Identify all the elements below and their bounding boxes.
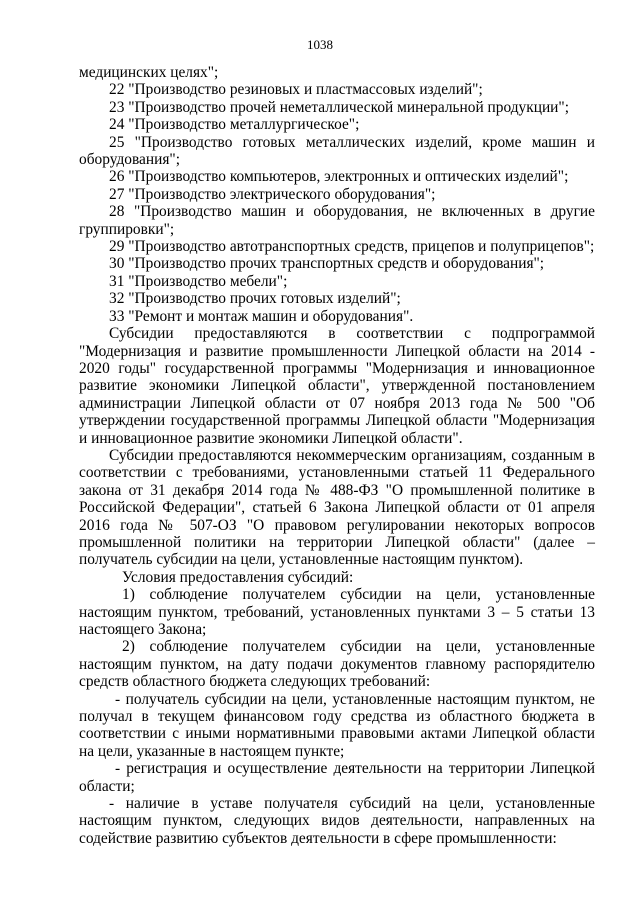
document-body <box>79 64 595 847</box>
list-item-24: 24 "Производство металлургическое"; <box>109 116 360 134</box>
requirement-no-other-funding: - получатель субсидии на цели, установленные настоящим пунктом, не получал в текущем финансовом году средства из областного бюджета в соответствии с иными нормативными правовыми актами Липецкой области на цели, указанные в настоящем пункте; <box>79 690 595 760</box>
paragraph-subsidy-recipients: Субсидии предоставляются некоммерческим организациям, созданным в соответствии с требованиями, установленными статьей 11 Федерального закона от 31 декабря 2014 года № 488-ФЗ "О промышленной политике в Российской Федерации", статьей 6 Закона Липецкой области от 01 апреля 2016 года № 507-ОЗ "О правовом регулировании некоторых вопросов промышленной политики на территории Липецкой области" (далее – получатель субсидии на цели, установленные настоящим пунктом). <box>79 446 595 569</box>
list-item-30: 30 "Производство прочих транспортных средств и оборудования"; <box>109 255 545 273</box>
list-item-25: 25 "Производство готовых металлических изделий, кроме машин и оборудования"; <box>79 133 595 169</box>
list-item-33: 33 "Ремонт и монтаж машин и оборудования". <box>109 307 414 325</box>
list-item-22: 22 "Производство резиновых и пластмассовых изделий"; <box>109 81 483 99</box>
list-item-32: 32 "Производство прочих готовых изделий"; <box>109 290 401 308</box>
paragraph-subsidy-program: Субсидии предоставляются в соответствии с подпрограммой "Модернизация и развитие промышленности Липецкой области на 2014 - 2020 годы" государственной программы "Модернизация и инновационное развитие экономики Липецкой области", утвержденной постановлением администрации Липецкой области от 07 ноября 2013 года № 500 "Об утверждении государственной программы Липецкой области "Модернизация и инновационное развитие экономики Липецкой области". <box>79 325 595 447</box>
requirement-charter-activities: - наличие в уставе получателя субсидий на цели, установленные настоящим пунктом, следующих видов деятельности, направленных на содействие развитию субъектов деятельности в сфере промышленности: <box>79 795 595 847</box>
list-item-27: 27 "Производство электрического оборудования"; <box>109 185 436 203</box>
requirement-registration: - регистрация и осуществление деятельности на территории Липецкой области; <box>79 760 595 795</box>
condition-2: 2) соблюдение получателем субсидии на цели, установленные настоящим пунктом, на дату подачи документов главному распорядителю средств областного бюджета следующих требований: <box>79 638 595 691</box>
paragraph-conditions-heading: Условия предоставления субсидий: <box>122 568 354 586</box>
page-number: 1038 <box>307 37 333 52</box>
condition-1: 1) соблюдение получателем субсидии на цели, установленные настоящим пунктом, требований, установленных пунктами 3 – 5 статьи 13 настоящего Закона; <box>79 586 595 638</box>
list-item-28: 28 "Производство машин и оборудования, не включенных в другие группировки"; <box>79 203 595 238</box>
list-item-29: 29 "Производство автотранспортных средств, прицепов и полуприцепов"; <box>109 238 595 256</box>
list-item-31: 31 "Производство мебели"; <box>109 272 288 290</box>
list-item-26: 26 "Производство компьютеров, электронных и оптических изделий"; <box>109 168 569 186</box>
paragraph-continuation: медицинских целях"; <box>79 64 219 81</box>
list-item-23: 23 "Производство прочей неметаллической минеральной продукции"; <box>109 98 569 116</box>
